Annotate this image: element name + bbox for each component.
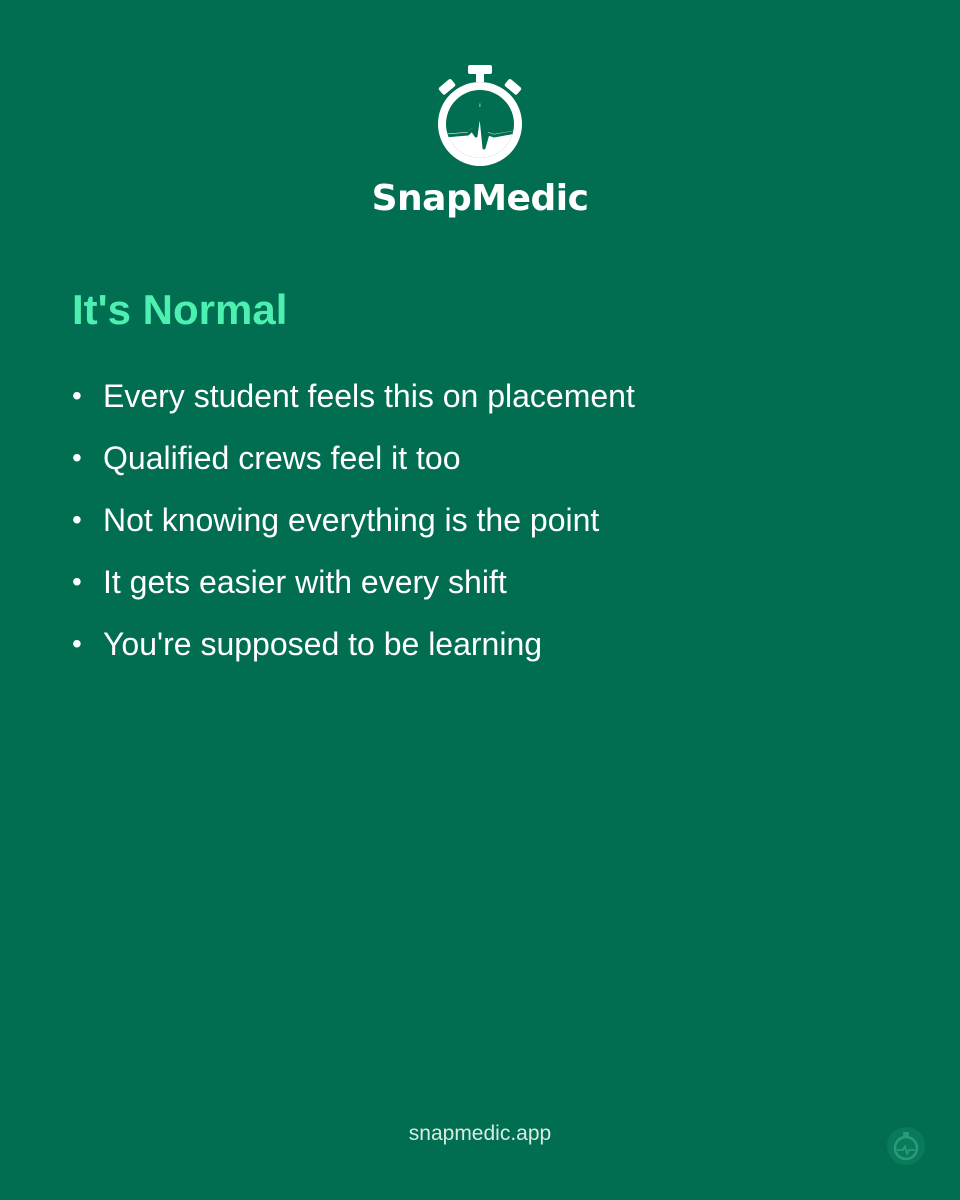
bullet-text: Not knowing everything is the point: [103, 502, 600, 538]
bullet-text: You're supposed to be learning: [103, 626, 543, 662]
bullet-dot: •: [72, 380, 82, 411]
stopwatch-heartbeat-icon: [432, 62, 528, 174]
bullet-dot: •: [72, 566, 82, 597]
bullet-text: Every student feels this on placement: [103, 378, 635, 414]
brand-name: SnapMedic: [371, 178, 589, 219]
bullet-text: It gets easier with every shift: [103, 564, 507, 600]
brand-logo: [0, 62, 960, 219]
bullet-text: Qualified crews feel it too: [103, 440, 461, 476]
slide-heading: It's Normal: [72, 286, 288, 333]
stopwatch-watermark-icon: [886, 1126, 926, 1166]
footer-url: snapmedic.app: [408, 1122, 552, 1145]
bullet-dot: •: [72, 442, 82, 473]
bullet-dot: •: [72, 628, 82, 659]
bullet-dot: •: [72, 504, 82, 535]
